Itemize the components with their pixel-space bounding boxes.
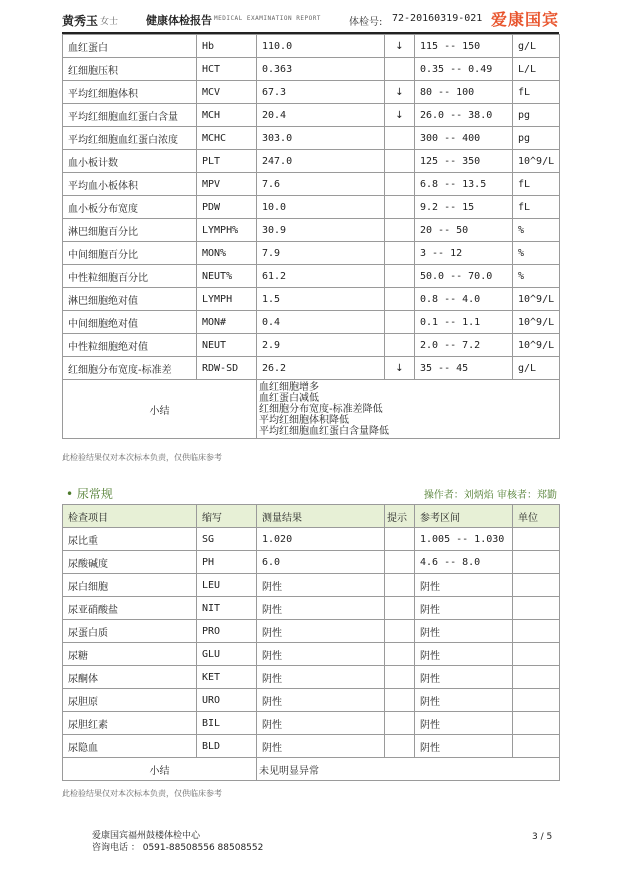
item-code: NEUT% — [197, 265, 257, 288]
item-name: 尿白细胞 — [63, 574, 197, 597]
summary-line: 红细胞分布宽度-标准差降低 — [259, 403, 383, 415]
item-code: MON% — [197, 242, 257, 265]
reference-range: 阴性 — [415, 597, 513, 620]
flag-indicator — [385, 689, 415, 712]
urine-section-title: • 尿常规 — [66, 487, 113, 501]
item-value: 26.2 — [257, 357, 385, 380]
item-name: 红细胞分布宽度-标准差 — [63, 357, 197, 380]
item-unit: fL — [513, 196, 560, 219]
item-value: 0.4 — [257, 311, 385, 334]
item-code: MON# — [197, 311, 257, 334]
table-row — [63, 597, 560, 620]
item-value: 阴性 — [257, 712, 385, 735]
col-code: 缩写 — [197, 505, 257, 528]
urine-disclaimer: 此检验结果仅对本次标本负责，仅供临床参考 — [62, 789, 222, 798]
reference-range: 50.0 -- 70.0 — [415, 265, 513, 288]
item-value: 1.020 — [257, 528, 385, 551]
table-row — [63, 127, 560, 150]
item-code: PH — [197, 551, 257, 574]
item-code: GLU — [197, 643, 257, 666]
item-code: LYMPH% — [197, 219, 257, 242]
item-code: BIL — [197, 712, 257, 735]
item-unit — [513, 620, 560, 643]
summary-text — [257, 380, 560, 439]
urine-operators: 操作者：刘炳焰 审核者：郑勤 — [423, 490, 557, 501]
item-unit: % — [513, 219, 560, 242]
item-unit: fL — [513, 173, 560, 196]
flag-indicator — [385, 597, 415, 620]
summary-line: 平均红细胞体积降低 — [259, 414, 349, 426]
item-unit — [513, 574, 560, 597]
item-name: 淋巴细胞百分比 — [63, 219, 197, 242]
item-unit — [513, 735, 560, 758]
reference-range: 阴性 — [415, 574, 513, 597]
col-flag: 提示 — [385, 505, 415, 528]
item-name: 尿酸碱度 — [63, 551, 197, 574]
table-row — [63, 219, 560, 242]
summary-line: 血红蛋白减低 — [259, 392, 319, 404]
flag-indicator — [385, 528, 415, 551]
item-code: KET — [197, 666, 257, 689]
item-code: BLD — [197, 735, 257, 758]
item-code: NEUT — [197, 334, 257, 357]
table-row — [63, 712, 560, 735]
flag-indicator — [385, 551, 415, 574]
item-unit — [513, 643, 560, 666]
table-row — [63, 81, 560, 104]
item-name: 尿酮体 — [63, 666, 197, 689]
report-title: 健康体检报告 — [146, 14, 212, 27]
reference-range: 125 -- 350 — [415, 150, 513, 173]
item-code: Hb — [197, 35, 257, 58]
item-name: 血小板计数 — [63, 150, 197, 173]
reference-range: 阴性 — [415, 735, 513, 758]
reference-range: 0.8 -- 4.0 — [415, 288, 513, 311]
table-row — [63, 150, 560, 173]
item-name: 红细胞压积 — [63, 58, 197, 81]
table-row — [63, 574, 560, 597]
flag-indicator — [385, 712, 415, 735]
item-unit: 10^9/L — [513, 334, 560, 357]
item-unit: L/L — [513, 58, 560, 81]
brand-logo: 爱康国宾 — [490, 10, 559, 29]
flag-indicator — [385, 242, 415, 265]
reference-range: 20 -- 50 — [415, 219, 513, 242]
item-code: PLT — [197, 150, 257, 173]
summary-line: 平均红细胞血红蛋白含量降低 — [259, 425, 389, 437]
table-row — [63, 357, 560, 380]
reference-range: 阴性 — [415, 643, 513, 666]
summary-label: 小结 — [63, 758, 257, 781]
flag-indicator — [385, 265, 415, 288]
flag-indicator — [385, 735, 415, 758]
reference-range: 9.2 -- 15 — [415, 196, 513, 219]
item-name: 淋巴细胞绝对值 — [63, 288, 197, 311]
reference-range: 26.0 -- 38.0 — [415, 104, 513, 127]
reference-range: 0.1 -- 1.1 — [415, 311, 513, 334]
item-value: 10.0 — [257, 196, 385, 219]
urine-section-header — [62, 482, 559, 504]
patient-name: 黄秀玉 — [62, 14, 99, 28]
item-unit — [513, 689, 560, 712]
item-value: 7.6 — [257, 173, 385, 196]
item-unit — [513, 528, 560, 551]
summary-text: 未见明显异常 — [257, 758, 560, 781]
item-code: LYMPH — [197, 288, 257, 311]
table-row — [63, 288, 560, 311]
item-value: 阴性 — [257, 735, 385, 758]
item-unit: 10^9/L — [513, 150, 560, 173]
item-code: PRO — [197, 620, 257, 643]
item-value: 30.9 — [257, 219, 385, 242]
summary-label: 小结 — [63, 380, 257, 439]
item-name: 平均红细胞血红蛋白浓度 — [63, 127, 197, 150]
item-value: 303.0 — [257, 127, 385, 150]
report-title-en: MEDICAL EXAMINATION REPORT — [214, 15, 321, 22]
item-unit — [513, 597, 560, 620]
item-name: 尿胆红素 — [63, 712, 197, 735]
item-code: PDW — [197, 196, 257, 219]
item-code: NIT — [197, 597, 257, 620]
item-name: 中间细胞百分比 — [63, 242, 197, 265]
item-code: MCH — [197, 104, 257, 127]
table-row — [63, 551, 560, 574]
item-unit: g/L — [513, 357, 560, 380]
item-code: MCHC — [197, 127, 257, 150]
item-value: 阴性 — [257, 689, 385, 712]
col-unit: 单位 — [513, 505, 560, 528]
item-value: 61.2 — [257, 265, 385, 288]
item-value: 0.363 — [257, 58, 385, 81]
item-code: HCT — [197, 58, 257, 81]
item-name: 尿比重 — [63, 528, 197, 551]
exam-id-label: 体检号: — [349, 17, 383, 28]
reference-range: 0.35 -- 0.49 — [415, 58, 513, 81]
table-row — [63, 735, 560, 758]
flag-indicator: ↓ — [385, 35, 415, 58]
reference-range: 阴性 — [415, 666, 513, 689]
footer-org: 爱康国宾福州鼓楼体检中心 — [92, 831, 201, 841]
col-ref: 参考区间 — [415, 505, 513, 528]
item-code: RDW-SD — [197, 357, 257, 380]
item-unit: pg — [513, 104, 560, 127]
item-name: 中性粒细胞绝对值 — [63, 334, 197, 357]
blood-disclaimer: 此检验结果仅对本次标本负责，仅供临床参考 — [62, 453, 222, 462]
table-row — [63, 265, 560, 288]
reference-range: 1.005 -- 1.030 — [415, 528, 513, 551]
item-value: 6.0 — [257, 551, 385, 574]
blood-results-table — [62, 34, 560, 439]
table-row — [63, 104, 560, 127]
item-name: 中性粒细胞百分比 — [63, 265, 197, 288]
item-name: 尿糖 — [63, 643, 197, 666]
item-value: 2.9 — [257, 334, 385, 357]
flag-indicator — [385, 643, 415, 666]
table-row — [63, 689, 560, 712]
item-value: 20.4 — [257, 104, 385, 127]
item-code: MCV — [197, 81, 257, 104]
page-number: 3 / 5 — [532, 832, 553, 842]
col-result: 测量结果 — [257, 505, 385, 528]
flag-indicator — [385, 127, 415, 150]
item-name: 平均红细胞体积 — [63, 81, 197, 104]
reference-range: 3 -- 12 — [415, 242, 513, 265]
col-item: 检查项目 — [63, 505, 197, 528]
reference-range: 阴性 — [415, 712, 513, 735]
item-unit: % — [513, 242, 560, 265]
table-row — [63, 528, 560, 551]
item-code: URO — [197, 689, 257, 712]
item-unit — [513, 666, 560, 689]
item-unit: 10^9/L — [513, 311, 560, 334]
item-name: 平均红细胞血红蛋白含量 — [63, 104, 197, 127]
item-value: 67.3 — [257, 81, 385, 104]
item-value: 阴性 — [257, 643, 385, 666]
item-value: 7.9 — [257, 242, 385, 265]
item-unit: g/L — [513, 35, 560, 58]
item-value: 阴性 — [257, 620, 385, 643]
flag-indicator — [385, 219, 415, 242]
reference-range: 6.8 -- 13.5 — [415, 173, 513, 196]
exam-id-value: 72-20160319-021 — [392, 13, 483, 24]
flag-indicator — [385, 311, 415, 334]
item-code: LEU — [197, 574, 257, 597]
reference-range: 阴性 — [415, 620, 513, 643]
item-name: 中间细胞绝对值 — [63, 311, 197, 334]
flag-indicator — [385, 150, 415, 173]
item-unit: pg — [513, 127, 560, 150]
item-unit: % — [513, 265, 560, 288]
footer-phone: 咨询电话 ： 0591-88508556 88508552 — [92, 843, 264, 853]
item-unit: fL — [513, 81, 560, 104]
flag-indicator — [385, 288, 415, 311]
summary-line: 血红细胞增多 — [259, 381, 319, 393]
reference-range: 300 -- 400 — [415, 127, 513, 150]
urine-results-table — [62, 504, 560, 781]
item-name: 尿亚硝酸盐 — [63, 597, 197, 620]
table-row — [63, 173, 560, 196]
table-row — [63, 311, 560, 334]
flag-indicator — [385, 620, 415, 643]
flag-indicator — [385, 196, 415, 219]
item-value: 阴性 — [257, 574, 385, 597]
urine-column-header — [63, 505, 560, 528]
item-unit: 10^9/L — [513, 288, 560, 311]
flag-indicator: ↓ — [385, 357, 415, 380]
table-row — [63, 334, 560, 357]
blood-summary-row — [63, 380, 560, 439]
table-row — [63, 196, 560, 219]
reference-range: 80 -- 100 — [415, 81, 513, 104]
reference-range: 4.6 -- 8.0 — [415, 551, 513, 574]
report-header — [62, 10, 559, 34]
reference-range: 2.0 -- 7.2 — [415, 334, 513, 357]
table-row — [63, 242, 560, 265]
item-name: 尿隐血 — [63, 735, 197, 758]
reference-range: 阴性 — [415, 689, 513, 712]
item-name: 血红蛋白 — [63, 35, 197, 58]
flag-indicator — [385, 574, 415, 597]
item-value: 阴性 — [257, 666, 385, 689]
item-value: 110.0 — [257, 35, 385, 58]
table-row — [63, 58, 560, 81]
table-row — [63, 35, 560, 58]
item-unit — [513, 712, 560, 735]
item-name: 尿蛋白质 — [63, 620, 197, 643]
flag-indicator — [385, 666, 415, 689]
patient-sex: 女士 — [100, 17, 119, 27]
item-code: MPV — [197, 173, 257, 196]
item-value: 阴性 — [257, 597, 385, 620]
item-value: 1.5 — [257, 288, 385, 311]
flag-indicator — [385, 334, 415, 357]
table-row — [63, 620, 560, 643]
flag-indicator — [385, 173, 415, 196]
item-code: SG — [197, 528, 257, 551]
table-row — [63, 666, 560, 689]
table-row — [63, 643, 560, 666]
flag-indicator: ↓ — [385, 104, 415, 127]
urine-summary-row — [63, 758, 560, 781]
item-name: 平均血小板体积 — [63, 173, 197, 196]
flag-indicator — [385, 58, 415, 81]
item-name: 血小板分布宽度 — [63, 196, 197, 219]
item-name: 尿胆原 — [63, 689, 197, 712]
item-unit — [513, 551, 560, 574]
flag-indicator: ↓ — [385, 81, 415, 104]
item-value: 247.0 — [257, 150, 385, 173]
reference-range: 115 -- 150 — [415, 35, 513, 58]
reference-range: 35 -- 45 — [415, 357, 513, 380]
